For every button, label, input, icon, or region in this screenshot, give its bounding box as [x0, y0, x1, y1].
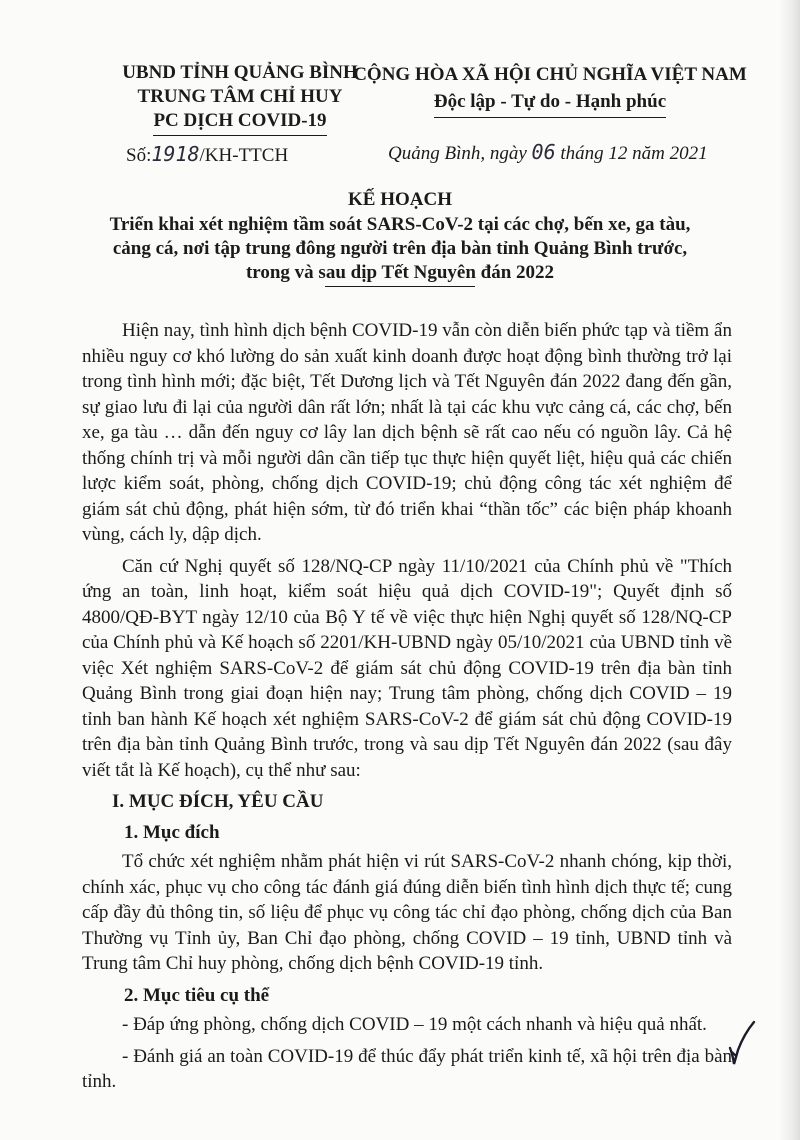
paragraph-purpose: Tổ chức xét nghiệm nhằm phát hiện vi rút SARS-CoV-2 nhanh chóng, kịp thời, chính xác, phục vụ cho công tác đánh giá đúng diễn biến tình hình dịch thực tế; cung cấp đầy đủ thông tin, số liệu để phục vụ công tác chỉ đạo phòng, chống dịch của Ban Thường vụ Tỉnh ủy, Ban Chỉ đạo phòng, chống COVID – 19 tỉnh, UBND tỉnh và Trung tâm Chỉ huy phòng, chống dịch bệnh COVID-19 tỉnh.	[82, 851, 732, 974]
date-suffix: tháng 12 năm 2021	[555, 143, 708, 164]
date-day-handwritten: 06	[531, 140, 556, 164]
objective-item-1: - Đáp ứng phòng, chống dịch COVID – 19 một cách nhanh và hiệu quả nhất.	[122, 1014, 707, 1035]
title-sub-line-1: Triển khai xét nghiệm tầm soát SARS-CoV-2 tại các chợ, bến xe, ga tàu,	[109, 214, 691, 235]
place-date	[388, 140, 708, 165]
section-heading-1: I. MỤC ĐÍCH, YÊU CẦU	[112, 791, 324, 812]
document-body	[82, 318, 732, 1101]
subsection-heading-objectives: 2. Mục tiêu cụ thể	[124, 984, 270, 1006]
objective-item-2: - Đánh giá an toàn COVID-19 để thúc đẩy phát triển kinh tế, xã hội trên địa bàn tỉnh.	[82, 1045, 732, 1092]
title-main: KẾ HOẠCH	[348, 189, 452, 210]
title-sub-line-3: trong và sau dịp Tết Nguyên đán 2022	[245, 262, 555, 283]
document-title	[80, 188, 720, 285]
document-number-label: Số:	[126, 145, 152, 166]
document-number-suffix: /KH-TTCH	[199, 145, 289, 166]
document-number-handwritten: 1918	[151, 142, 200, 166]
subsection-heading-purpose: 1. Mục đích	[124, 821, 220, 843]
title-sub-line-2: cảng cá, nơi tập trung đông người trên địa bàn tỉnh Quảng Bình trước,	[112, 238, 688, 259]
paragraph-legal-basis: Căn cứ Nghị quyết số 128/NQ-CP ngày 11/10/2021 của Chính phủ về "Thích ứng an toàn, linh hoạt, kiểm soát hiệu quả dịch COVID-19"; Quyết định số 4800/QĐ-BYT ngày 12/10 của Bộ Y tế về việc thực hiện Nghị quyết số 128/NQ-CP của Chính phủ và Kế hoạch số 2201/KH-UBND ngày 05/10/2021 của UBND tỉnh về việc Xét nghiệm SARS-CoV-2 để giám sát chủ động COVID-19 trên địa bàn tỉnh Quảng Bình trong giai đoạn hiện nay; Trung tâm phòng, chống dịch COVID – 19 tỉnh ban hành Kế hoạch xét nghiệm SARS-CoV-2 để giám sát chủ động COVID-19 trên địa bàn tỉnh Quảng Bình trước, trong và sau dịp Tết Nguyên đán 2022 (sau đây viết tắt là Kế hoạch), cụ thể như sau:	[82, 555, 732, 781]
authority-line-2: TRUNG TÂM CHỈ HUY	[137, 86, 343, 107]
initial-check-mark	[724, 1020, 758, 1070]
page-edge-shadow	[778, 0, 800, 1140]
authority-line-3: PC DỊCH COVID-19	[153, 109, 326, 136]
motto-wrap	[340, 88, 760, 118]
nation-name: CỘNG HÒA XÃ HỘI CHỦ NGHĨA VIỆT NAM	[353, 64, 747, 85]
document-number	[126, 142, 288, 167]
title-divider	[325, 286, 475, 287]
date-prefix: Quảng Bình, ngày	[388, 143, 532, 164]
national-motto: Độc lập - Tự do - Hạnh phúc	[434, 88, 666, 118]
paragraph-context: Hiện nay, tình hình dịch bệnh COVID-19 vẫn còn diễn biến phức tạp và tiềm ẩn nhiều nguy cơ khó lường do sản xuất kinh doanh được hoạt động bình thường trở lại trong tình hình mới; đặc biệt, Tết Dương lịch và Tết Nguyên đán 2022 đang đến gần, sự giao lưu đi lại của người dân rất lớn; nhất là tại các khu vực cảng cá, các chợ, bến xe, ga tàu … dẫn đến nguy cơ lây lan dịch bệnh sẽ rất cao nếu có nguồn lây. Cả hệ thống chính trị và mỗi người dân cần tiếp tục thực hiện quyết liệt, hiệu quả các chiến lược kiểm soát, phòng, chống dịch COVID-19; chủ động công tác xét nghiệm để giám sát chủ động, phát hiện sớm, từ đó triển khai “thần tốc” các biện pháp khoanh vùng, cách ly, dập dịch.	[82, 320, 732, 545]
authority-line-1: UBND TỈNH QUẢNG BÌNH	[122, 62, 358, 83]
national-heading	[340, 61, 760, 118]
